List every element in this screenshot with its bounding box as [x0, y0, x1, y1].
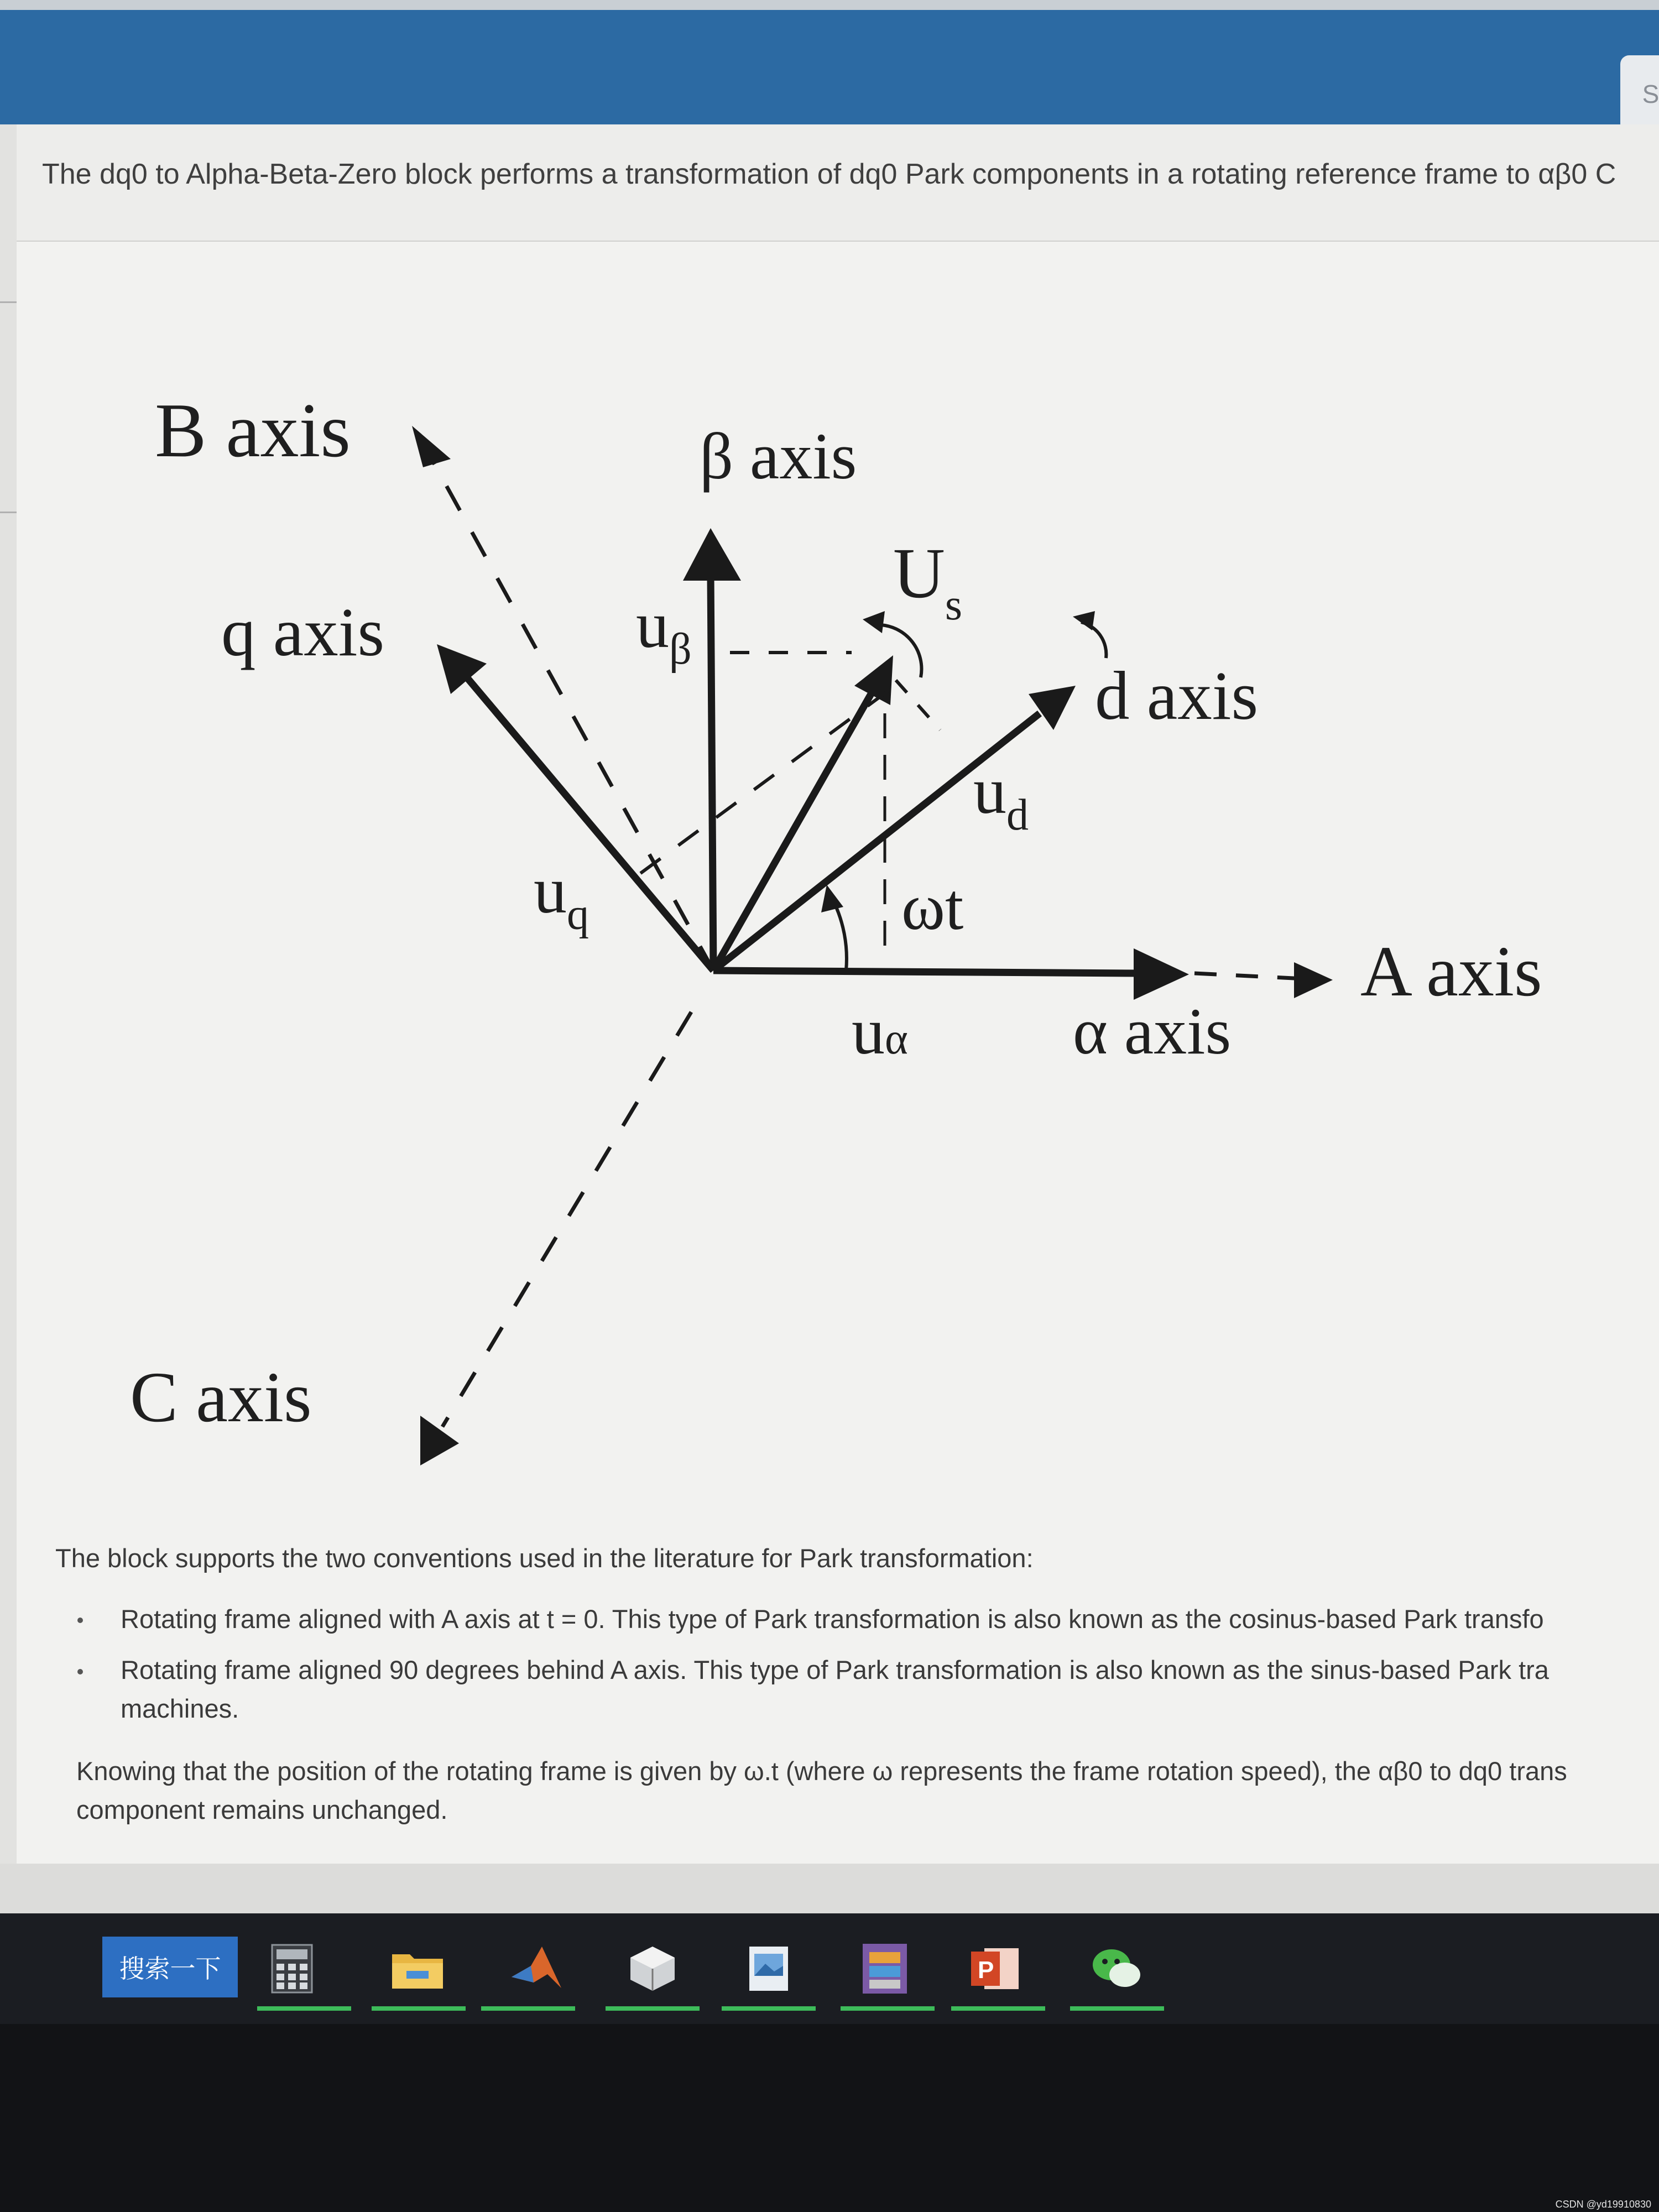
a-axis-label: A axis: [1360, 932, 1542, 1011]
d-axis-line: [713, 713, 1040, 971]
beta-axis-label: β axis: [700, 419, 857, 493]
us-label: $U_s$: [893, 534, 963, 629]
u-alpha-label: uα: [852, 994, 908, 1068]
taskbar-running-indicator: [841, 2006, 935, 2011]
c-axis-arrowhead: [420, 1416, 459, 1465]
omega-t-arc: [832, 899, 847, 971]
taskbar-running-indicator: [951, 2006, 1045, 2011]
bullet-2: Rotating frame aligned 90 degrees behind A axis. This type of Park transformation is also known as the sinus-based Park tra: [121, 1655, 1549, 1684]
us-vector-line: [713, 694, 871, 971]
taskbar-search-box[interactable]: 搜索一下: [102, 1937, 238, 1997]
c-axis-label: C axis: [130, 1358, 312, 1437]
bullet-1: Rotating frame aligned with A axis at t = 0. This type of Park transformation is also known as the cosinus-based Park transfo: [121, 1604, 1544, 1634]
photos-icon[interactable]: [741, 1941, 796, 1996]
omega-t-arrowhead: [821, 885, 843, 912]
taskbar-running-indicator: [372, 2006, 466, 2011]
conventions-intro: The block supports the two conventions used in the literature for Park transformation:: [55, 1543, 1034, 1573]
bullet-dot: [77, 1669, 83, 1674]
calculator-icon[interactable]: [264, 1941, 320, 1996]
watermark: CSDN @yd19910830: [1555, 2199, 1651, 2210]
b-axis-arrowhead: [412, 426, 451, 467]
us-rotation-arrowhead: [863, 611, 885, 633]
q-axis-line: [465, 675, 713, 971]
a-axis-dash: [1194, 973, 1305, 979]
omega-t-label: ωt: [901, 870, 964, 943]
wechat-icon[interactable]: [1089, 1941, 1145, 1996]
app-cube-icon[interactable]: [625, 1941, 680, 1996]
u-beta-label: $u_\beta$: [636, 588, 692, 674]
q-axis-label: q axis: [221, 594, 385, 671]
d-rotation-arrowhead: [1073, 611, 1095, 630]
b-axis-label: B axis: [155, 388, 351, 473]
intro-text: The dq0 to Alpha-Beta-Zero block performs a transformation of dq0 Park components in a rotating reference frame to αβ0 C: [42, 158, 1616, 190]
ud-label: $u_d$: [973, 754, 1029, 839]
rotation-paragraph-line2: component remains unchanged.: [76, 1795, 448, 1824]
powerpoint-icon[interactable]: [968, 1941, 1023, 1996]
alpha-axis-line: [713, 971, 1139, 973]
beta-axis-line: [711, 575, 713, 971]
us-q-projection: [625, 691, 888, 885]
winrar-icon[interactable]: [857, 1941, 912, 1996]
d-axis-arrowhead: [1029, 686, 1076, 730]
us-vector-arrowhead: [854, 655, 893, 705]
taskbar: [0, 1913, 1659, 2024]
uq-label: $u_q$: [534, 853, 589, 939]
a-axis-arrowhead: [1294, 962, 1333, 998]
taskbar-running-indicator: [481, 2006, 575, 2011]
d-rotation-arc: [1081, 622, 1106, 658]
c-axis-line: [442, 1012, 691, 1427]
matlab-icon[interactable]: [509, 1941, 564, 1996]
svg-text:P: P: [978, 1957, 994, 1984]
taskbar-running-indicator: [1070, 2006, 1164, 2011]
d-axis-label: d axis: [1095, 658, 1259, 734]
alpha-axis-arrowhead: [1134, 948, 1189, 1000]
monitor-bezel: [0, 2024, 1659, 2212]
alpha-axis-label: α axis: [1073, 994, 1232, 1068]
taskbar-running-indicator: [606, 2006, 700, 2011]
taskbar-running-indicator: [257, 2006, 351, 2011]
us-d-projection: [896, 680, 940, 730]
taskbar-running-indicator: [722, 2006, 816, 2011]
rotation-paragraph-line1: Knowing that the position of the rotating frame is given by ω.t (where ω represents the frame rotation speed), the αβ0 to dq0 trans: [76, 1756, 1567, 1786]
top-action-button[interactable]: S: [1620, 55, 1659, 133]
file-explorer-icon[interactable]: [390, 1941, 445, 1996]
bullet-2-continuation: machines.: [121, 1694, 239, 1723]
bullet-dot: [77, 1618, 83, 1623]
beta-axis-arrowhead: [683, 528, 741, 581]
